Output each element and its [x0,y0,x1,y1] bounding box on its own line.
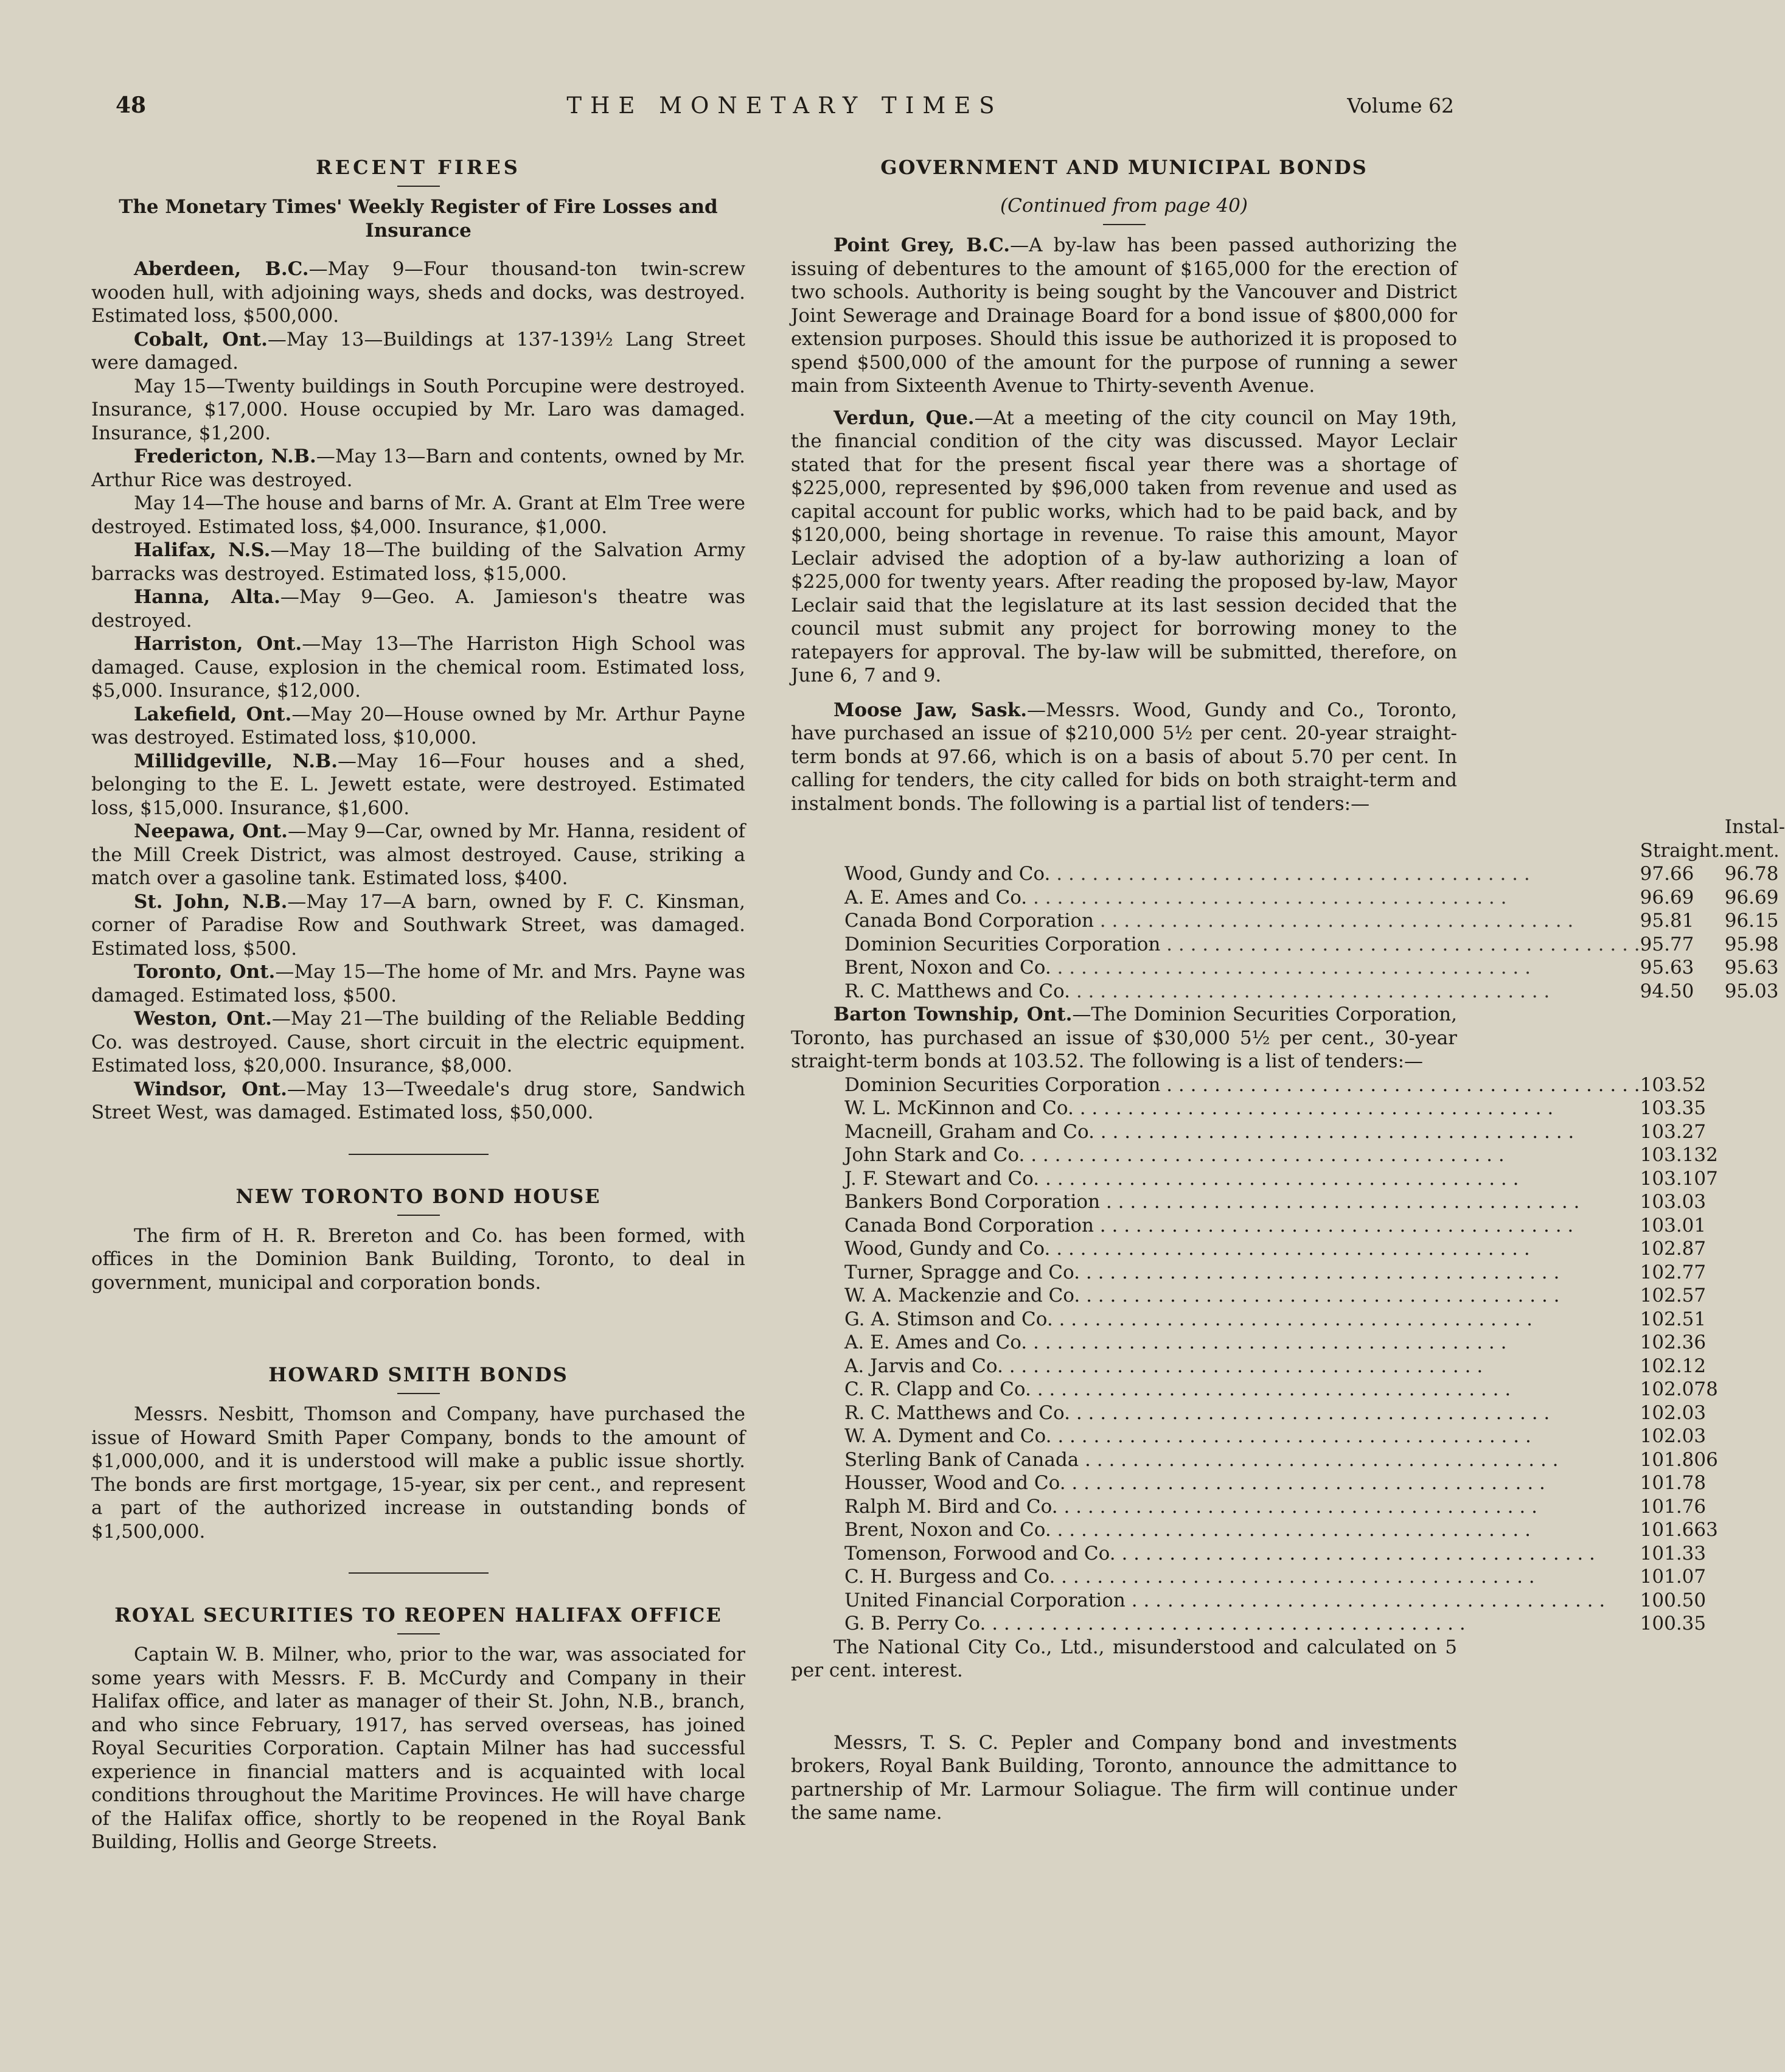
table-row [844,1471,1718,1495]
bid-value [1640,1378,1718,1401]
fire-entry [91,820,745,890]
bid-value-text: 102.03 [1640,1425,1707,1447]
moose-jaw-tenders-table [844,815,1785,1003]
bid-value-text: 101.78 [1640,1472,1707,1494]
table-row [844,1425,1718,1448]
bid-value-text: 103.03 [1640,1191,1707,1213]
bid-value [1640,1425,1718,1448]
bidder-name-text: J. F. Stewart and Co. [844,1167,1040,1190]
instalment-bid-text: 96.69 [1724,886,1779,909]
bidder-name [844,1214,1640,1238]
dot-leader: . . . . . . . . . . . . . . . . . . . . . . . . . . . . . . . . . . . . . . . . [1100,1191,1580,1213]
table-row [844,1355,1718,1378]
place-name: Fredericton, N.B. [134,445,316,467]
bidder-name [844,862,1640,886]
straight-bid [1640,933,1725,957]
dot-leader: . . . . . . . . . . . . . . . . . . . . . . . . . . . . . . . . . . . . . . . . [1079,1448,1559,1471]
straight-bid [1640,886,1725,910]
bid-value-text: 102.03 [1640,1401,1707,1424]
section-divider [349,1572,489,1574]
dot-leader: . . . . . . . . . . . . . . . . . . . . . . . . . . . . . . . . . . . . . . . . [1093,910,1574,932]
fires-list [91,257,745,1125]
bidder-name [844,1167,1640,1191]
straight-bid-text: 97.66 [1640,863,1694,885]
straight-bid-text: 95.63 [1640,957,1694,978]
bid-value [1640,1073,1718,1097]
fire-entry [91,257,745,328]
table-row [844,933,1785,957]
divider [397,1215,440,1216]
entry-text: —May 20—House owned by Mr. Arthur Payne was destroyed. Estimated loss, $10,000. [91,703,745,748]
fire-entry [91,1078,745,1125]
bidder-name-text: W. A. Dyment and Co. [844,1425,1052,1447]
bidder-name-text: Bankers Bond Corporation [844,1191,1101,1213]
bidder-name-text: C. R. Clapp and Co. [844,1378,1031,1400]
bidder-name-text: Housser, Wood and Co. [844,1472,1066,1494]
bidder-name [844,886,1640,910]
bid-value-text: 101.07 [1640,1566,1707,1588]
toronto-bond-title: NEW TORONTO BOND HOUSE [235,1184,601,1208]
bid-value-text: 102.36 [1640,1331,1707,1353]
place-name: Hanna, Alta. [134,586,280,608]
bidder-name-text: A. E. Ames and Co. [844,886,1028,909]
volume-label: Volume 62 [1347,94,1454,117]
table-row [844,909,1785,933]
bid-value [1640,1308,1718,1331]
table-row [844,1331,1718,1355]
dot-leader: . . . . . . . . . . . . . . . . . . . . . . . . . . . . . . . . . . . . . . . . [1025,1144,1505,1166]
entry-text: May 14—The house and barns of Mr. A. Grant at Elm Tree were destroyed. Estimated loss, $4,000. Insurance, $1,000. [91,492,745,538]
bid-value [1640,1448,1718,1472]
bidder-name [844,1261,1640,1285]
dot-leader: . . . . . . . . . . . . . . . . . . . . . . . . . . . . . . . . . . . . . . . . [986,1613,1466,1634]
page-header [116,92,1454,129]
place-name: Weston, Ont. [134,1008,272,1030]
item-text: —At a meeting of the city council on May 19th, the financial condition of the city was discussed. Mayor Leclair stated that for the present fiscal year there was a shortage of $225,000, represented by $96,000 taken from revenue and used as capital account for public works, which had to be paid back, and by $120,000, being shortage in revenue. To raise this amount, Mayor Leclair advised the adoption of a by-law authorizing a loan of $225,000 for twenty years. After reading the proposed by-law, Mayor Leclair said that the legislature at its last session decided that the council must submit any project for borrowing money to the ratepayers for approval. The by-law will be submitted, therefore, on June 6, 7 and 9. [791,406,1458,686]
dot-leader: . . . . . . . . . . . . . . . . . . . . . . . . . . . . . . . . . . . . . . . . [1031,1378,1511,1400]
bidder-name [844,1378,1640,1401]
instalment-bid [1725,862,1785,886]
bidder-name [844,1471,1640,1495]
table-row [844,1518,1718,1542]
bid-value [1640,1261,1718,1285]
fire-entry [91,703,745,750]
dot-leader: . . . . . . . . . . . . . . . . . . . . . . . . . . . . . . . . . . . . . . . . [1055,1566,1535,1588]
howard-smith-title: HOWARD SMITH BONDS [268,1363,568,1386]
place-name: Millidgeville, N.B. [134,750,338,772]
table-row [844,1190,1718,1214]
fire-entry [91,890,745,961]
bid-value [1640,1097,1718,1120]
dot-leader: . . . . . . . . . . . . . . . . . . . . . . . . . . . . . . . . . . . . . . . . [1065,1472,1545,1494]
bidder-name-text: Wood, Gundy and Co. [844,863,1051,885]
right-column [791,155,1785,1825]
bidder-name [844,1284,1640,1308]
fire-entry [91,539,745,585]
instalment-bid [1725,956,1785,980]
bid-value-text: 100.35 [1640,1613,1707,1634]
instalment-bid [1725,909,1785,933]
bid-value-text: 103.35 [1640,1097,1707,1119]
entry-text: —May 13—Buildings at 137-139½ Lang Street were damaged. [91,328,745,374]
table-row [844,1261,1718,1285]
bid-value-text: 103.132 [1640,1144,1718,1166]
item-text: —A by-law has been passed authorizing the issuing of debentures to the amount of $165,000 for the erection of two schools. Authority is being sought by the Vancouver and District Joint Sewerage and Drainage Board for a bond issue of $800,000 for extension purposes. Should this issue be authorized it is proposed to spend $500,000 of the amount for the purpose of running a sewer main from Sixteenth Avenue to Thirty-seventh Avenue. [791,234,1457,397]
place-name: Harriston, Ont. [134,633,302,655]
bidder-name-text: Tomenson, Forwood and Co. [844,1542,1116,1564]
table-row [844,1612,1718,1636]
instalment-bid-text: 95.98 [1724,933,1779,955]
entry-text: —May 17—A barn, owned by F. C. Kinsman, corner of Paradise Row and Southwark Street, was damaged. Estimated loss, $500. [91,890,746,960]
fire-entry [91,632,745,703]
bid-value-text: 101.76 [1640,1495,1707,1518]
place-name: Halifax, N.S. [134,539,271,561]
bid-value-text: 102.87 [1640,1238,1707,1260]
bid-value [1640,1565,1718,1589]
dot-leader: . . . . . . . . . . . . . . . . . . . . . . . . . . . . . . . . . . . . . . . . [1051,1425,1531,1447]
bid-value [1640,1214,1718,1238]
bidder-name-text: R. C. Matthews and Co. [844,1401,1070,1424]
barton-tenders-table [844,1073,1718,1636]
bid-value-text: 102.51 [1640,1308,1707,1330]
straight-bid [1640,980,1725,1003]
page-number: 48 [116,92,147,118]
table-row [844,1495,1718,1519]
dot-leader: . . . . . . . . . . . . . . . . . . . . . . . . . . . . . . . . . . . . . . . . [1057,1495,1537,1518]
table-row [844,1589,1718,1613]
straight-bid [1640,909,1725,933]
instalment-bid-text: 95.03 [1724,980,1779,1002]
straight-bid-text: 95.77 [1640,933,1694,955]
bidder-name [844,1589,1640,1613]
bidder-name [844,1542,1640,1566]
straight-bid [1640,862,1725,886]
bid-value [1640,1495,1718,1519]
bidder-name-text: John Stark and Co. [844,1144,1025,1166]
dot-leader: . . . . . . . . . . . . . . . . . . . . . . . . . . . . . . . . . . . . . . . . [1160,933,1640,955]
gov-bonds-title: GOVERNMENT AND MUNICIPAL BONDS [880,156,1368,179]
fire-entry [91,328,745,375]
instalment-bid-text: 95.63 [1724,957,1779,978]
dot-leader: . . . . . . . . . . . . . . . . . . . . . . . . . . . . . . . . . . . . . . . . [1053,1308,1533,1330]
recent-fires-title: RECENT FIRES [316,156,521,179]
divider [1103,224,1146,225]
instalment-bid [1725,886,1785,910]
table-row [844,1565,1718,1589]
bid-value [1640,1471,1718,1495]
straight-bid-text: 95.81 [1640,910,1694,932]
bidder-name [844,1120,1640,1144]
bidder-name [844,1425,1640,1448]
bidder-name-text: W. L. McKinnon and Co. [844,1097,1074,1119]
bid-value [1640,1518,1718,1542]
table-row [844,1401,1718,1425]
item-text: —Messrs. Wood, Gundy and Co., Toronto, have purchased an issue of $210,000 5½ per cent. 20-year straight-term bonds at 97.66, which is on a basis of about 5.70 per cent. In calling for tenders, the city called for bids on both straight-term and instalment bonds. The following is a partial list of tenders:— [791,699,1457,815]
divider [397,1633,440,1634]
entry-text: —May 13—The Harriston High School was damaged. Cause, explosion in the chemical room. Estimated loss, $5,000. Insurance, $12,000. [91,633,745,702]
verdun-item [791,406,1457,688]
place-name: Point Grey, B.C. [833,234,1011,256]
bid-value-text: 101.806 [1640,1448,1718,1471]
bidder-name-text: United Financial Corporation [844,1589,1126,1611]
divider [397,186,440,187]
place-name: Verdun, Que. [833,406,975,429]
bid-value [1640,1612,1718,1636]
place-name: Cobalt, Ont. [134,328,268,351]
entry-text: —May 18—The building of the Salvation Army barracks was destroyed. Estimated loss, $15,000. [91,539,746,585]
dot-leader: . . . . . . . . . . . . . . . . . . . . . . . . . . . . . . . . . . . . . . . . [1080,1285,1560,1306]
fire-entry [91,960,745,1007]
dot-leader: . . . . . . . . . . . . . . . . . . . . . . . . . . . . . . . . . . . . . . . . [1003,1355,1483,1377]
table-row [844,1214,1718,1238]
bidder-name-text: C. H. Burgess and Co. [844,1566,1056,1588]
dot-leader: . . . . . . . . . . . . . . . . . . . . . . . . . . . . . . . . . . . . . . . . [1050,863,1530,885]
instalment-bid-text: 96.15 [1724,910,1779,932]
entry-text: —May 9—Car, owned by Mr. Hanna, resident of the Mill Creek District, was almost destroyed. Cause, striking a match over a gasoline tank. Estimated loss, $400. [91,820,745,889]
straight-bid-text: 94.50 [1640,980,1694,1002]
bid-value-text: 102.57 [1640,1285,1707,1306]
bid-value [1640,1167,1718,1191]
bidder-name [844,956,1640,980]
bidder-name-text: Dominion Securities Corporation [844,1073,1161,1096]
dot-leader: . . . . . . . . . . . . . . . . . . . . . . . . . . . . . . . . . . . . . . . . [1051,957,1531,978]
bid-value [1640,1237,1718,1261]
moose-jaw-item [791,699,1457,816]
dot-leader: . . . . . . . . . . . . . . . . . . . . . . . . . . . . . . . . . . . . . . . . [1070,980,1550,1002]
table-row [844,1378,1718,1401]
table-row [844,1542,1718,1566]
bidder-name [844,1308,1640,1331]
bid-value [1640,1331,1718,1355]
table-row [844,1308,1718,1331]
bidder-name-text: Brent, Noxon and Co. [844,957,1051,978]
bid-value-text: 102.77 [1640,1261,1707,1283]
bidder-name-text: Canada Bond Corporation [844,910,1094,932]
bid-value [1640,1355,1718,1378]
straight-bid [1640,956,1725,980]
table-row [844,1284,1718,1308]
bidder-name [844,909,1640,933]
barton-item [791,1003,1457,1073]
bidder-name-text: A. Jarvis and Co. [844,1355,1003,1377]
dot-leader: . . . . . . . . . . . . . . . . . . . . . . . . . . . . . . . . . . . . . . . . [1125,1589,1606,1611]
bid-value [1640,1190,1718,1214]
column-header-instal-1: Instal- [1724,816,1785,838]
bid-value [1640,1284,1718,1308]
royal-securities-title: ROYAL SECURITIES TO REOPEN HALIFAX OFFICE [114,1603,722,1627]
item-text: —The Dominion Securities Corporation, Toronto, has purchased an issue of $30,000 5½ per cent., 30-year straight-term bonds at 103.52. The following is a list of tenders:— [791,1003,1457,1072]
bid-value-text: 103.52 [1640,1073,1707,1096]
continued-note: (Continued from page 40) [1000,195,1248,217]
place-name: Toronto, Ont. [134,961,276,983]
entry-text: —May 13—Barn and contents, owned by Mr. Arthur Rice was destroyed. [91,445,745,491]
table-row [844,1448,1718,1472]
place-name: St. John, N.B. [134,890,288,913]
bidder-name [844,1143,1640,1167]
instalment-bid-text: 96.78 [1724,863,1779,885]
bidder-name [844,933,1640,957]
howard-smith-body: Messrs. Nesbitt, Thomson and Company, have purchased the issue of Howard Smith Paper Company, bonds to the amount of $1,000,000, and it is understood will make a public issue shortly. The bonds are first mortgage, 15-year, six per cent., and represent a part of the authorized increase in outstanding bonds of $1,500,000. [91,1403,745,1543]
fire-entry [91,375,745,445]
bid-value-text: 102.12 [1640,1355,1707,1377]
fire-entry [91,445,745,492]
bid-value-text: 100.50 [1640,1589,1707,1611]
dot-leader: . . . . . . . . . . . . . . . . . . . . . . . . . . . . . . . . . . . . . . . . [1080,1261,1560,1283]
table-row [844,1120,1718,1144]
bidder-name [844,1612,1640,1636]
dot-leader: . . . . . . . . . . . . . . . . . . . . . . . . . . . . . . . . . . . . . . . . [1027,886,1507,909]
dot-leader: . . . . . . . . . . . . . . . . . . . . . . . . . . . . . . . . . . . . . . . . [1039,1167,1519,1190]
entry-text: —May 13—Tweedale's drug store, Sandwich Street West, was damaged. Estimated loss, $50,000. [91,1078,745,1123]
fires-subtitle: The Monetary Times' Weekly Register of Fire Losses and Insurance [119,196,718,242]
bidder-name-text: G. A. Stimson and Co. [844,1308,1053,1330]
bidder-name [844,1190,1640,1214]
bid-value [1640,1120,1718,1144]
royal-securities-body: Captain W. B. Milner, who, prior to the war, was associated for some years with Messrs. F. B. McCurdy and Company in their Halifax office, and later as manager of their St. John, N.B., branch, and who since February, 1917, has served overseas, has joined Royal Securities Corporation. Captain Milner has had successful experience in financial matters and is acquainted with local conditions throughout the Maritime Provinces. He will have charge of the Halifax office, shortly to be reopened in the Royal Bank Building, Hollis and George Streets. [91,1644,745,1853]
bidder-name-text: Sterling Bank of Canada [844,1448,1079,1471]
bid-value [1640,1401,1718,1425]
entry-text: May 15—Twenty buildings in South Porcupine were destroyed. Insurance, $17,000. House occupied by Mr. Laro was damaged. Insurance, $1,200. [91,375,745,444]
bid-value [1640,1143,1718,1167]
entry-text: —May 9—Geo. A. Jamieson's theatre was destroyed. [91,586,746,632]
fire-entry [91,492,745,539]
bidder-name [844,1518,1640,1542]
bidder-name [844,1495,1640,1519]
bid-value-text: 103.27 [1640,1120,1707,1143]
place-name: Neepawa, Ont. [134,820,288,842]
entry-text: —May 16—Four houses and a shed, belonging to the E. L. Jewett estate, were destroyed. Estimated loss, $15,000. Insurance, $1,600. [91,750,745,819]
dot-leader: . . . . . . . . . . . . . . . . . . . . . . . . . . . . . . . . . . . . . . . . [1027,1331,1507,1353]
table-row [844,956,1785,980]
entry-text: —May 15—The home of Mr. and Mrs. Payne was damaged. Estimated loss, $500. [91,961,745,1006]
table-row [844,1073,1718,1097]
bidder-name-text: G. B. Perry Co. [844,1613,986,1634]
bidder-name [844,1448,1640,1472]
column-header-straight: Straight. [1640,839,1725,862]
bidder-name [844,1237,1640,1261]
place-name: Barton Township, Ont. [833,1003,1073,1025]
pepler-item: Messrs, T. S. C. Pepler and Company bond and investments brokers, Royal Bank Building, Toronto, announce the admittance to partnership of Mr. Larmour Soliague. The firm will continue under the same name. [791,1731,1457,1824]
bidder-name [844,1097,1640,1120]
bidder-name-text: Brent, Noxon and Co. [844,1519,1051,1541]
dot-leader: . . . . . . . . . . . . . . . . . . . . . . . . . . . . . . . . . . . . . . . . [1094,1120,1574,1143]
bidder-name-text: Dominion Securities Corporation [844,933,1161,955]
dot-leader: . . . . . . . . . . . . . . . . . . . . . . . . . . . . . . . . . . . . . . . . [1093,1214,1574,1237]
instalment-bid [1725,933,1785,957]
column-header-instal-2: ment. [1724,839,1780,862]
bidder-name-text: Wood, Gundy and Co. [844,1238,1051,1260]
place-name: Windsor, Ont. [134,1078,287,1100]
bid-value-text: 101.663 [1640,1519,1718,1541]
table-row [844,1143,1718,1167]
bidder-name [844,1073,1640,1097]
table-row [844,862,1785,886]
bidder-name [844,1401,1640,1425]
toronto-bond-body: The firm of H. R. Brereton and Co. has been formed, with offices in the Dominion Bank Building, Toronto, to deal in government, municipal and corporation bonds. [91,1224,745,1294]
bidder-name [844,1565,1640,1589]
table-row [844,1097,1718,1120]
instalment-bid [1725,980,1785,1003]
entry-text: —May 21—The building of the Reliable Bedding Co. was destroyed. Cause, short circuit in the electric equipment. Estimated loss, $20,000. Insurance, $8,000. [91,1008,745,1076]
place-name: Aberdeen, B.C. [134,258,309,280]
table-row [844,1167,1718,1191]
divider [397,1393,440,1394]
dot-leader: . . . . . . . . . . . . . . . . . . . . . . . . . . . . . . . . . . . . . . . . [1050,1238,1530,1260]
bidder-name-text: Macneill, Graham and Co. [844,1120,1094,1143]
table-row [844,886,1785,910]
bidder-name-text: Canada Bond Corporation [844,1214,1094,1237]
bid-value-text: 102.078 [1640,1378,1718,1400]
entry-text: —May 9—Four thousand-ton twin-screw wooden hull, with adjoining ways, sheds and docks, was destroyed. Estimated loss, $500,000. [91,258,745,327]
dot-leader: . . . . . . . . . . . . . . . . . . . . . . . . . . . . . . . . . . . . . . . . [1160,1073,1640,1096]
bidder-name-text: A. E. Ames and Co. [844,1331,1028,1353]
dot-leader: . . . . . . . . . . . . . . . . . . . . . . . . . . . . . . . . . . . . . . . . [1115,1542,1595,1564]
point-grey-item [791,234,1457,398]
section-divider [349,1154,489,1155]
table-row [844,980,1785,1003]
bidder-name-text: R. C. Matthews and Co. [844,980,1070,1002]
bidder-name [844,980,1640,1003]
fire-entry [91,1007,745,1078]
dot-leader: . . . . . . . . . . . . . . . . . . . . . . . . . . . . . . . . . . . . . . . . [1073,1097,1554,1119]
bid-value-text: 103.107 [1640,1167,1718,1190]
bid-value [1640,1589,1718,1613]
bidder-name-text: Turner, Spragge and Co. [844,1261,1080,1283]
dot-leader: . . . . . . . . . . . . . . . . . . . . . . . . . . . . . . . . . . . . . . . . [1070,1401,1550,1424]
bid-value-text: 103.01 [1640,1214,1707,1237]
bid-value-text: 101.33 [1640,1542,1707,1564]
fire-entry [91,750,745,820]
bidder-name-text: Ralph M. Bird and Co. [844,1495,1058,1518]
table-row [844,1237,1718,1261]
fire-entry [91,585,745,632]
bidder-name [844,1355,1640,1378]
barton-note: The National City Co., Ltd., misunderstood and calculated on 5 per cent. interest. [791,1636,1457,1681]
straight-bid-text: 96.69 [1640,886,1694,909]
bidder-name [844,1331,1640,1355]
publication-title: THE MONETARY TIMES [566,92,1003,119]
place-name: Moose Jaw, Sask. [833,699,1028,721]
place-name: Lakefield, Ont. [134,703,292,725]
bid-value [1640,1542,1718,1566]
dot-leader: . . . . . . . . . . . . . . . . . . . . . . . . . . . . . . . . . . . . . . . . [1051,1519,1531,1541]
bidder-name-text: W. A. Mackenzie and Co. [844,1285,1080,1306]
left-column [91,155,745,1854]
